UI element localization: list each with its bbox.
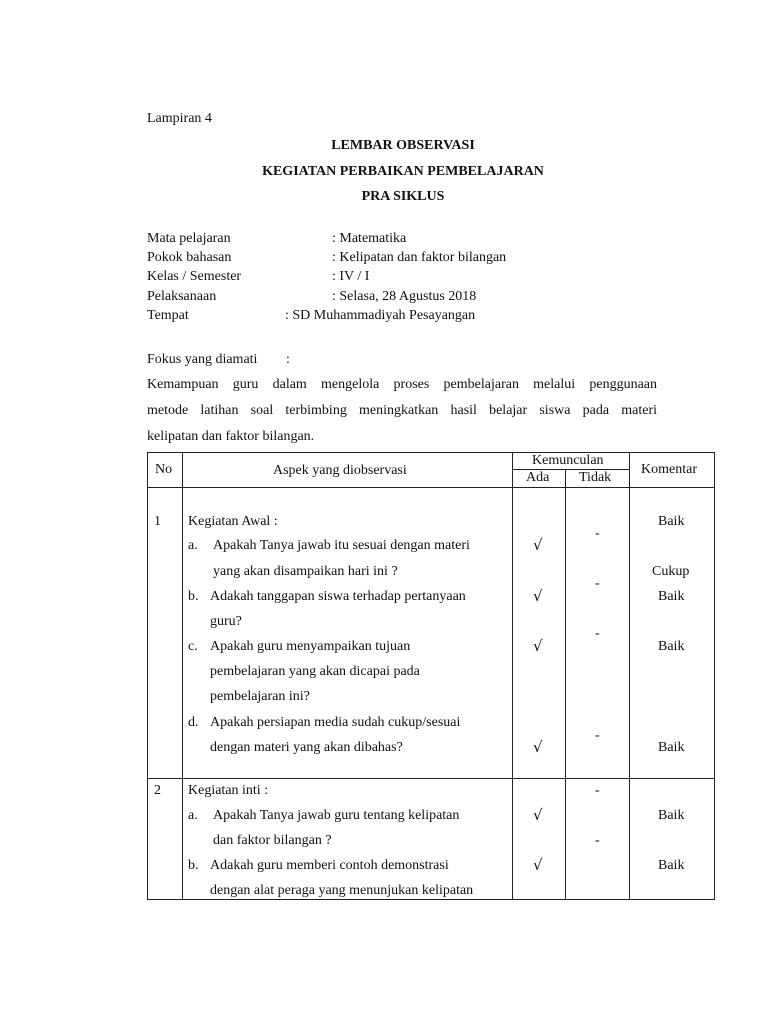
row2-heading-dash: - [595, 783, 600, 798]
row1-d-line2: dengan materi yang akan dibahas? [210, 740, 403, 755]
document-subtitle: KEGIATAN PERBAIKAN PEMBELAJARAN [262, 164, 544, 179]
row1-d-komentar: Baik [658, 740, 685, 755]
focus-colon: : [286, 352, 290, 367]
info-value-pelaksanaan: : Selasa, 28 Agustus 2018 [332, 289, 477, 304]
row1-d-check: √ [533, 738, 543, 756]
header-no: No [155, 462, 173, 477]
col-divider-ada [565, 469, 566, 900]
row2-b-line1: Adakah guru memberi contoh demonstrasi [210, 858, 449, 873]
row2-a-check: √ [533, 806, 543, 824]
table-border-right [714, 452, 715, 900]
row1-c-line1: Apakah guru menyampaikan tujuan [210, 639, 411, 654]
row2-a-marker: a. [188, 808, 198, 823]
focus-line-1: Kemampuan guru dalam mengelola proses pembelajaran melalui penggunaan [147, 377, 657, 392]
document-title: LEMBAR OBSERVASI [331, 138, 475, 153]
row1-b-marker: b. [188, 589, 199, 604]
row1-d-dash: - [595, 728, 600, 743]
row1-a-line1: Apakah Tanya jawab itu sesuai dengan materi [213, 538, 470, 553]
row1-heading: Kegiatan Awal : [188, 514, 278, 529]
row1-a-komentar: Baik [658, 514, 685, 529]
row1-a-check: √ [533, 536, 543, 554]
info-label-tempat: Tempat [147, 308, 189, 323]
row1-c-komentar: Baik [658, 639, 685, 654]
row1-b-line2: guru? [210, 614, 242, 629]
info-value-pokok-bahasan: : Kelipatan dan faktor bilangan [332, 250, 507, 265]
row1-a-dash: - [595, 526, 600, 541]
row1-b-dash: - [595, 576, 600, 591]
row1-c-marker: c. [188, 639, 198, 654]
info-label-mata-pelajaran: Mata pelajaran [147, 231, 231, 246]
row1-b-check: √ [533, 587, 543, 605]
focus-label: Fokus yang diamati [147, 352, 258, 367]
row1-a-komentar-2: Cukup [652, 564, 690, 579]
lampiran-label: Lampiran 4 [147, 111, 212, 126]
row1-d-marker: d. [188, 715, 199, 730]
row1-a-marker: a. [188, 538, 198, 553]
col-divider-no [182, 452, 183, 900]
info-label-pokok-bahasan: Pokok bahasan [147, 250, 232, 265]
row2-no: 2 [154, 783, 161, 798]
info-value-kelas-semester: : IV / I [332, 269, 370, 284]
col-divider-tidak [629, 452, 630, 900]
observation-table [147, 452, 715, 900]
row1-b-komentar: Baik [658, 589, 685, 604]
row2-a-komentar: Baik [658, 808, 685, 823]
row1-no: 1 [154, 514, 161, 529]
info-label-pelaksanaan: Pelaksanaan [147, 289, 217, 304]
info-value-mata-pelajaran: : Matematika [332, 231, 407, 246]
row1-a-line2: yang akan disampaikan hari ini ? [213, 564, 398, 579]
header-aspek: Aspek yang diobservasi [273, 463, 407, 478]
focus-line-2: metode latihan soal terbimbing meningkatkan hasil belajar siswa pada materi [147, 403, 657, 418]
row1-c-check: √ [533, 637, 543, 655]
row1-c-line3: pembelajaran ini? [210, 689, 310, 704]
col-divider-aspek [512, 452, 513, 900]
row1-b-line1: Adakah tanggapan siswa terhadap pertanyaan [210, 589, 466, 604]
row2-a-line2: dan faktor bilangan ? [213, 833, 332, 848]
header-kemunculan: Kemunculan [532, 453, 604, 468]
header-komentar: Komentar [641, 462, 697, 477]
header-tidak: Tidak [579, 470, 612, 485]
row1-c-line2: pembelajaran yang akan dicapai pada [210, 664, 420, 679]
header-ada: Ada [526, 470, 550, 485]
cycle-title: PRA SIKLUS [361, 189, 445, 204]
info-label-kelas-semester: Kelas / Semester [147, 269, 242, 284]
row2-a-dash: - [595, 833, 600, 848]
focus-line-3: kelipatan dan faktor bilangan. [147, 429, 315, 444]
table-border-left [147, 452, 148, 900]
row2-a-line1: Apakah Tanya jawab guru tentang kelipatan [213, 808, 460, 823]
row1-c-dash: - [595, 626, 600, 641]
row2-b-komentar: Baik [658, 858, 685, 873]
row2-b-check: √ [533, 856, 543, 874]
info-value-tempat: : SD Muhammadiyah Pesayangan [285, 308, 476, 323]
row2-b-line2: dengan alat peraga yang menunjukan kelipatan [210, 883, 474, 898]
row2-heading: Kegiatan inti : [188, 783, 269, 798]
row1-d-line1: Apakah persiapan media sudah cukup/sesuai [210, 715, 461, 730]
row2-b-marker: b. [188, 858, 199, 873]
